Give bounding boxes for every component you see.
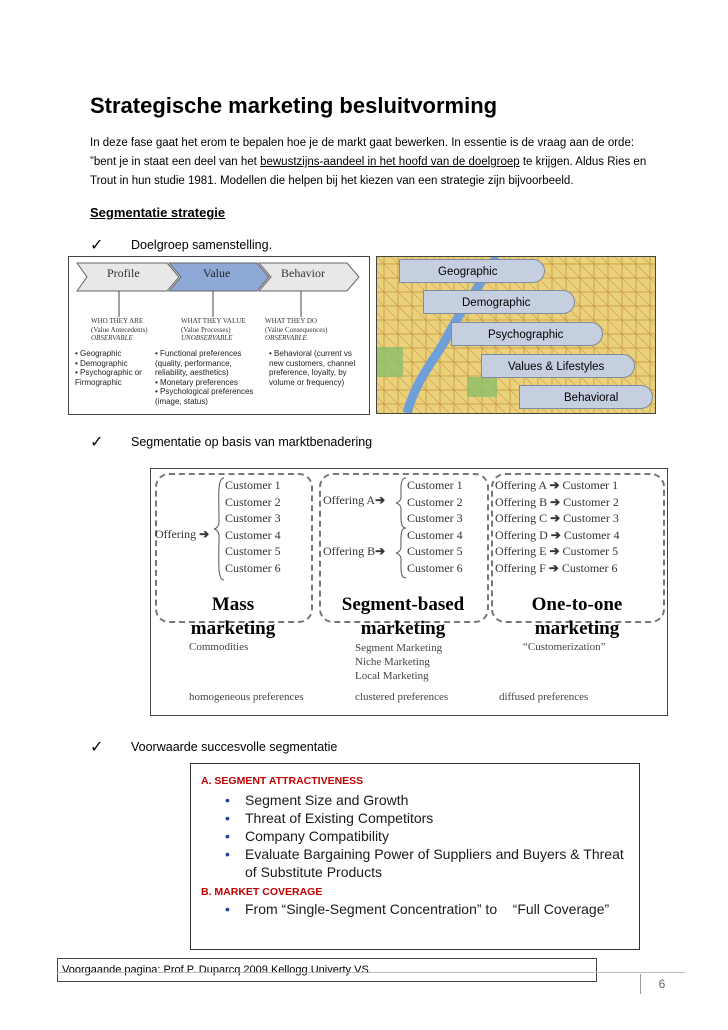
list-item: Offering E ➔ Customer 5	[495, 544, 619, 559]
checkmark-icon: ✓	[90, 237, 104, 254]
intro-text-1: In deze fase gaat het erom te bepalen hoe je de markt gaat bewerken. In essentie is de vraag aan de orde: ”bent je in staat een deel van het	[90, 137, 635, 168]
market-approach-figure	[150, 468, 668, 716]
col-profile-items	[75, 349, 157, 387]
list-item: Customer 1	[407, 478, 463, 492]
arrow-behavior-label: Behavior	[281, 266, 325, 280]
segment-title: Segment-based marketing	[341, 594, 465, 639]
layer-demographic: Demographic	[423, 290, 575, 314]
section-a-list	[225, 791, 625, 881]
layer-values-lifestyles: Values & Lifestyles	[481, 354, 635, 378]
list-item: Customer 2	[407, 494, 463, 509]
layer-psychographic: Psychographic	[451, 322, 603, 346]
list-item: Customer 5	[225, 544, 281, 559]
col-value-items	[155, 349, 265, 406]
segment-pref: clustered preferences	[355, 691, 449, 703]
section-a-heading: A. SEGMENT ATTRACTIVENESS	[201, 775, 364, 787]
list-item: • Evaluate Bargaining Power of Suppliers and Buyers & Threat of Substitute Products	[225, 846, 624, 880]
list-item: • Psychological preferences (image, status)	[155, 387, 254, 406]
list-item: Customer 4	[225, 527, 281, 542]
section-b-item: • From “Single-Segment Concentration” to “Full Coverage”	[225, 901, 610, 917]
list-item: • Behavioral (current vs new customers, channel preference, loyalty, by volume or frequency)	[269, 349, 356, 387]
checklist-label: Segmentatie op basis van marktbenadering	[131, 435, 373, 449]
list-item: Customer 4	[407, 527, 463, 542]
arrow-profile-label: Profile	[107, 266, 140, 280]
list-item: • Psychographic or Firmographic	[75, 368, 142, 387]
list-item: Offering B ➔ Customer 2	[495, 494, 619, 509]
mass-brace	[213, 477, 225, 581]
list-item: Customer 6	[407, 560, 463, 575]
mass-pref: homogeneous preferences	[189, 691, 304, 703]
mass-offering: Offering ➔	[155, 527, 210, 541]
segment-offering-b: Offering B➔	[323, 544, 386, 558]
intro-underlined: bewustzijns-aandeel in het hoofd van de doelgroep	[260, 156, 520, 168]
section-b-heading: B. MARKET COVERAGE	[201, 886, 323, 898]
list-item: • Monetary preferences	[155, 377, 238, 387]
arrow-value-label: Value	[203, 266, 231, 280]
layer-geographic: Geographic	[399, 259, 545, 283]
list-item: Customer 3	[407, 511, 463, 526]
segment-sub: Segment Marketing Niche Marketing Local Marketing	[355, 642, 443, 682]
footer-divider	[57, 972, 685, 973]
mass-sub: Commodities	[189, 641, 249, 653]
col-behavior-items	[269, 349, 365, 387]
checklist-item	[90, 235, 103, 255]
list-item: Offering A ➔ Customer 1	[495, 478, 619, 492]
checklist-item	[90, 432, 103, 452]
section-heading: Segmentatie strategie	[90, 205, 226, 220]
list-item: Offering F ➔ Customer 6	[495, 560, 618, 575]
list-item: • Threat of Existing Competitors	[225, 810, 434, 826]
checklist-label: Doelgroep samenstelling.	[131, 238, 273, 252]
list-item: Customer 3	[225, 511, 281, 526]
list-item: Offering C ➔ Customer 3	[495, 511, 619, 526]
page-number: 6	[640, 974, 683, 994]
list-item: • Geographic	[75, 349, 122, 358]
list-item: • Functional preferences (quality, performance, reliability, aesthetics)	[155, 349, 242, 377]
segmentation-layers-figure	[376, 256, 656, 414]
list-item: Customer 2	[225, 494, 281, 509]
segment-customer-list	[407, 477, 463, 577]
segment-brace-a	[395, 477, 407, 529]
checkmark-icon: ✓	[90, 434, 104, 451]
segment-offering-a: Offering A➔	[323, 493, 386, 507]
col-profile-head: WHO THEY ARE (Value Antecedents) OBSERVABLE	[91, 317, 148, 342]
segmentation-success-box	[190, 763, 640, 950]
col-behavior-head: WHAT THEY DO (Value Consequences) OBSERVABLE	[265, 317, 328, 342]
list-item: • Segment Size and Growth	[225, 792, 409, 808]
checkmark-icon: ✓	[90, 739, 104, 756]
checklist-label: Voorwaarde succesvolle segmentatie	[131, 740, 338, 754]
mass-title: Mass marketing	[190, 594, 276, 639]
one-title: One-to-one marketing	[531, 594, 623, 639]
one-sub: “Customerization”	[523, 641, 606, 653]
list-item: Customer 5	[407, 544, 463, 559]
segment-brace-b	[395, 527, 407, 579]
checklist-item	[90, 737, 103, 757]
profile-value-behavior-figure	[68, 256, 370, 415]
layer-behavioral: Behavioral	[519, 385, 653, 409]
list-item: Customer 1	[225, 478, 281, 492]
list-item: • Company Compatibility	[225, 828, 389, 844]
col-value-head: WHAT THEY VALUE (Value Processes) UNOBSERVABLE	[181, 317, 246, 342]
one-pref: diffused preferences	[499, 691, 589, 703]
page-title: Strategische marketing besluitvorming	[90, 93, 498, 118]
list-item: • Demographic	[75, 358, 128, 368]
intro-text-2: te krijgen. Aldus Ries en Trout in hun studie 1981. Modellen die helpen bij het kiezen van een strategie zijn bijvoorbeeld.	[90, 156, 647, 187]
list-item: Customer 6	[225, 560, 281, 575]
mass-customer-list	[225, 477, 281, 577]
one-to-one-list	[495, 477, 620, 577]
intro-paragraph	[90, 134, 650, 191]
footer-note: Voorgaande pagina: Prof P. Duparcq 2009 Kellogg Univerty VS.	[57, 958, 597, 982]
list-item: Offering D ➔ Customer 4	[495, 527, 620, 542]
